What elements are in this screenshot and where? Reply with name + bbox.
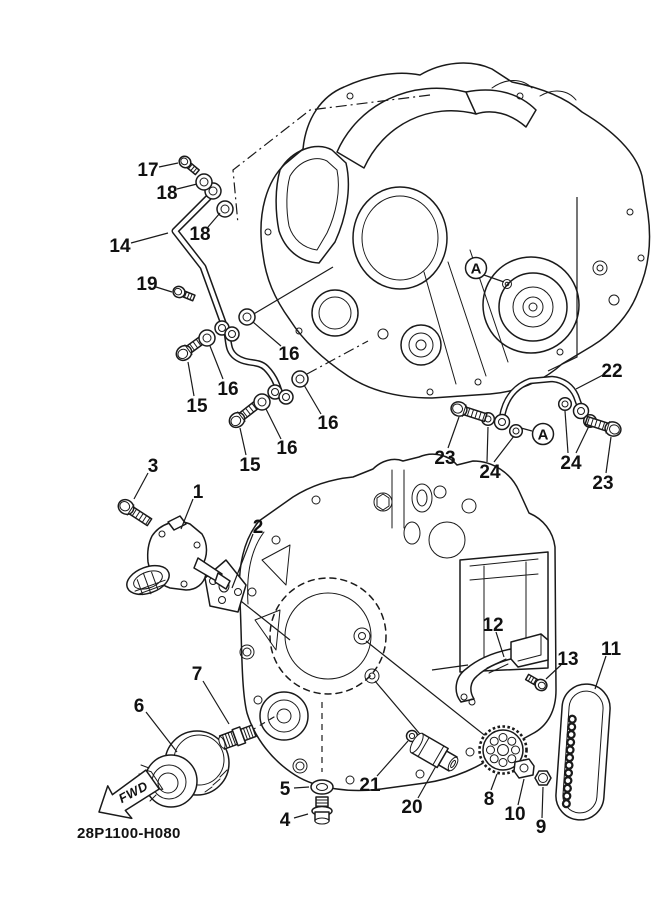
callout-24: 24 — [479, 462, 501, 483]
washer-5 — [311, 780, 333, 794]
callout-20: 20 — [401, 797, 423, 818]
callout-10: 10 — [504, 804, 526, 825]
oil-filter-6 — [139, 731, 229, 807]
leader-line — [595, 656, 606, 689]
leader-line — [448, 417, 459, 448]
leader-line — [304, 385, 321, 414]
leader-line — [491, 774, 497, 790]
leader-line — [134, 473, 148, 499]
upper-crankcase-art — [261, 63, 650, 398]
callout-13: 13 — [557, 649, 579, 670]
leader-line — [565, 411, 568, 453]
leader-line — [377, 741, 408, 776]
callout-15: 15 — [186, 396, 208, 417]
leader-line — [240, 428, 246, 455]
view-label-A: A — [470, 260, 482, 278]
leader-line — [542, 787, 543, 818]
leader-line — [203, 681, 229, 724]
callout-4: 4 — [279, 810, 291, 831]
callout-1: 1 — [192, 482, 204, 503]
callout-23: 23 — [434, 448, 456, 469]
callout-2: 2 — [252, 517, 264, 538]
leader-line — [606, 437, 611, 473]
nut-9 — [535, 771, 551, 785]
fwd-label: FWD — [115, 778, 151, 807]
leader-line — [188, 362, 194, 396]
callout-12: 12 — [482, 615, 504, 636]
callout-8: 8 — [483, 789, 495, 810]
callout-22: 22 — [601, 361, 623, 382]
nut-10 — [514, 759, 534, 778]
callout-19: 19 — [136, 274, 158, 295]
bolt-3 — [115, 497, 153, 528]
leader-line — [518, 779, 524, 805]
leader-line — [494, 436, 514, 462]
callout-6: 6 — [133, 696, 145, 717]
leader-line — [146, 712, 177, 752]
callout-23: 23 — [592, 473, 614, 494]
callout-24: 24 — [560, 453, 582, 474]
callout-9: 9 — [535, 817, 547, 838]
drain-bolt-4 — [312, 797, 332, 824]
leader-line — [576, 375, 603, 389]
leader-line — [156, 287, 172, 292]
callout-16: 16 — [278, 344, 300, 365]
chain-11 — [554, 682, 611, 821]
assembly-leader-lines — [222, 590, 522, 772]
callout-18: 18 — [156, 183, 178, 204]
leader-line — [210, 346, 223, 379]
callout-7: 7 — [191, 664, 203, 685]
callout-16: 16 — [217, 379, 239, 400]
callout-16: 16 — [317, 413, 339, 434]
part-code: 28P1100-H080 — [77, 825, 181, 842]
callout-5: 5 — [279, 779, 291, 800]
leader-line — [159, 163, 178, 167]
callout-14: 14 — [109, 236, 131, 257]
leader-line — [294, 814, 308, 818]
callout-3: 3 — [147, 456, 159, 477]
callout-21: 21 — [359, 775, 381, 796]
callout-16: 16 — [276, 438, 298, 459]
leader-line — [131, 233, 168, 243]
fitting-7 — [217, 723, 257, 751]
leader-line — [576, 426, 589, 453]
leader-line — [266, 409, 281, 439]
leader-line — [177, 184, 197, 189]
callout-11: 11 — [600, 639, 622, 660]
leader-line — [253, 322, 281, 346]
leader-line — [484, 275, 504, 282]
callout-18: 18 — [189, 224, 211, 245]
view-label-A: A — [537, 426, 549, 444]
callout-15: 15 — [239, 455, 261, 476]
leader-line — [487, 427, 488, 462]
bolt-13 — [524, 672, 549, 693]
leader-line — [294, 787, 309, 788]
callout-17: 17 — [137, 160, 159, 181]
